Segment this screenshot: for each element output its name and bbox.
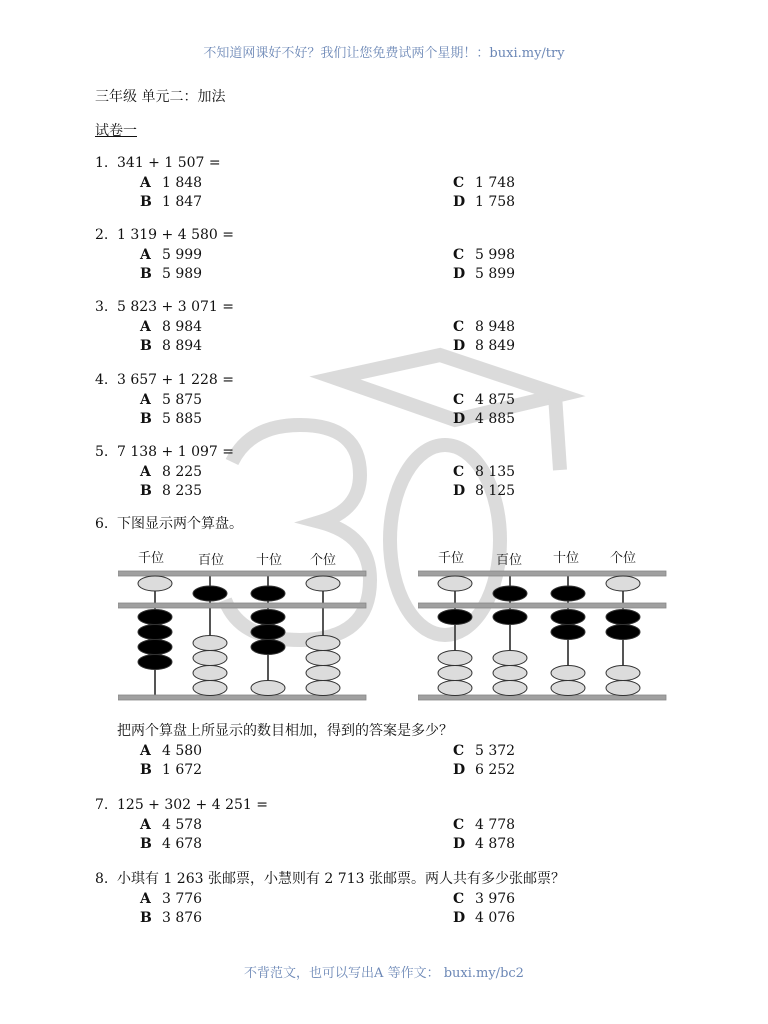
earth-bead-ones-2: [306, 651, 340, 666]
earth-bead-thousands-1: [138, 610, 172, 625]
option-c[interactable]: C 4 875: [453, 392, 516, 408]
earth-bead-hundreds-3: [193, 666, 227, 681]
question-5: [95, 442, 735, 502]
earth-bead-ones-2: [606, 625, 640, 640]
option-c[interactable]: C 3 976: [453, 891, 516, 907]
question-text: 7 138 + 1 097 =: [117, 444, 234, 460]
abacus-label-tens: 十位: [553, 551, 580, 566]
option-a[interactable]: A 5 999: [140, 247, 203, 263]
header-link[interactable]: 不知道网课好不好？我们让您免费试两个星期！：buxi.my/try: [203, 46, 565, 61]
question-text: 下图显示两个算盘。: [117, 516, 243, 532]
abacus-label-ones: 个位: [610, 551, 637, 566]
earth-bead-hundreds-2: [493, 651, 527, 666]
option-b[interactable]: B 8 235: [140, 483, 203, 499]
earth-bead-thousands-3: [438, 666, 472, 681]
option-c[interactable]: C 8 135: [453, 464, 516, 480]
abacus-beam: [118, 603, 366, 608]
heaven-bead-hundreds: [193, 586, 227, 601]
question-number: 5.: [95, 444, 109, 460]
abacus-beam: [418, 603, 666, 608]
option-d[interactable]: D 8 125: [453, 483, 516, 499]
option-d[interactable]: D 8 849: [453, 338, 516, 354]
option-b[interactable]: B 5 885: [140, 411, 203, 427]
option-d[interactable]: D 4 885: [453, 411, 516, 427]
option-c[interactable]: C 8 948: [453, 319, 516, 335]
abacus-label-hundreds: 百位: [198, 553, 225, 568]
heaven-bead-ones: [306, 576, 340, 591]
earth-bead-thousands-4: [138, 655, 172, 670]
option-c[interactable]: C 4 778: [453, 817, 516, 833]
question-number: 8.: [95, 871, 109, 887]
question-8: [95, 869, 735, 929]
heaven-bead-thousands: [138, 576, 172, 591]
heaven-bead-ones: [606, 576, 640, 591]
option-a[interactable]: A 3 776: [140, 891, 203, 907]
option-a[interactable]: A 8 984: [140, 319, 203, 335]
abacus-label-ones: 个位: [310, 553, 337, 568]
question-number: 6.: [95, 516, 109, 532]
option-b[interactable]: B 1 847: [140, 194, 203, 210]
earth-bead-thousands-1: [438, 610, 472, 625]
question-text: 341 + 1 507 =: [117, 155, 221, 171]
option-b[interactable]: B 1 672: [140, 762, 203, 778]
option-a[interactable]: A 5 875: [140, 392, 203, 408]
earth-bead-ones-4: [306, 681, 340, 696]
question-6-prompt: [95, 721, 735, 781]
earth-bead-hundreds-1: [493, 610, 527, 625]
question-number: 4.: [95, 372, 109, 388]
option-c[interactable]: C 1 748: [453, 175, 516, 191]
option-a[interactable]: A 1 848: [140, 175, 203, 191]
option-c[interactable]: C 5 372: [453, 743, 516, 759]
question-1: [95, 153, 735, 213]
earth-bead-tens-1: [551, 610, 585, 625]
earth-bead-ones-3: [306, 666, 340, 681]
option-d[interactable]: D 1 758: [453, 194, 516, 210]
abacus-left: [118, 545, 368, 705]
earth-bead-tens-2: [251, 625, 285, 640]
question-number: 2.: [95, 227, 109, 243]
footer-link[interactable]: 不背范文，也可以写出A 等作文： buxi.my/bc2: [244, 966, 524, 981]
question-2: [95, 225, 735, 285]
option-d[interactable]: D 6 252: [453, 762, 516, 778]
question-text: 把两个算盘上所显示的数目相加，得到的答案是多少？: [117, 723, 453, 739]
abacus-top-bar: [118, 571, 366, 576]
question-7: [95, 795, 735, 855]
earth-bead-hundreds-2: [193, 651, 227, 666]
earth-bead-tens-2: [551, 625, 585, 640]
earth-bead-thousands-3: [138, 640, 172, 655]
option-b[interactable]: B 5 989: [140, 266, 203, 282]
abacus-label-hundreds: 百位: [496, 553, 523, 568]
option-b[interactable]: B 8 894: [140, 338, 203, 354]
question-text: 5 823 + 3 071 =: [117, 299, 234, 315]
earth-bead-hundreds-3: [493, 666, 527, 681]
earth-bead-hundreds-4: [493, 681, 527, 696]
abacus-right: [418, 545, 668, 705]
option-c[interactable]: C 5 998: [453, 247, 516, 263]
earth-bead-tens-3: [251, 640, 285, 655]
abacus-label-thousands: 千位: [438, 551, 465, 566]
earth-bead-thousands-2: [138, 625, 172, 640]
option-d[interactable]: D 4 878: [453, 836, 516, 852]
heaven-bead-hundreds: [493, 586, 527, 601]
option-d[interactable]: D 4 076: [453, 910, 516, 926]
option-b[interactable]: B 4 678: [140, 836, 203, 852]
paper-subtitle: 试卷一: [95, 123, 137, 139]
earth-bead-ones-1: [606, 610, 640, 625]
option-a[interactable]: A 8 225: [140, 464, 203, 480]
earth-bead-hundreds-1: [193, 636, 227, 651]
question-6: [95, 514, 735, 534]
earth-bead-tens-4: [251, 681, 285, 696]
earth-bead-thousands-4: [438, 681, 472, 696]
earth-bead-tens-1: [251, 610, 285, 625]
option-d[interactable]: D 5 899: [453, 266, 516, 282]
option-a[interactable]: A 4 580: [140, 743, 203, 759]
abacus-bottom-bar: [118, 695, 366, 700]
earth-bead-ones-1: [306, 636, 340, 651]
question-text: 小琪有 1 263 张邮票，小慧则有 2 713 张邮票。两人共有多少张邮票？: [117, 871, 565, 887]
abacus-label-tens: 十位: [256, 553, 283, 568]
abacus-label-thousands: 千位: [138, 551, 165, 566]
heaven-bead-tens: [551, 586, 585, 601]
earth-bead-tens-3: [551, 666, 585, 681]
earth-bead-thousands-2: [438, 651, 472, 666]
question-text: 3 657 + 1 228 =: [117, 372, 234, 388]
question-text: 1 319 + 4 580 =: [117, 227, 234, 243]
heaven-bead-thousands: [438, 576, 472, 591]
option-b[interactable]: B 3 876: [140, 910, 203, 926]
abacus-frame: [118, 545, 368, 705]
abacus-frame: [418, 545, 668, 705]
question-number: 1.: [95, 155, 109, 171]
earth-bead-ones-3: [606, 666, 640, 681]
earth-bead-tens-4: [551, 681, 585, 696]
question-3: [95, 297, 735, 357]
page-title: 三年级 单元二：加法: [95, 89, 226, 105]
abacus-top-bar: [418, 571, 666, 576]
question-text: 125 + 302 + 4 251 =: [117, 797, 268, 813]
question-4: [95, 370, 735, 430]
heaven-bead-tens: [251, 586, 285, 601]
question-number: 3.: [95, 299, 109, 315]
earth-bead-hundreds-4: [193, 681, 227, 696]
option-a[interactable]: A 4 578: [140, 817, 203, 833]
question-number: 7.: [95, 797, 109, 813]
earth-bead-ones-4: [606, 681, 640, 696]
